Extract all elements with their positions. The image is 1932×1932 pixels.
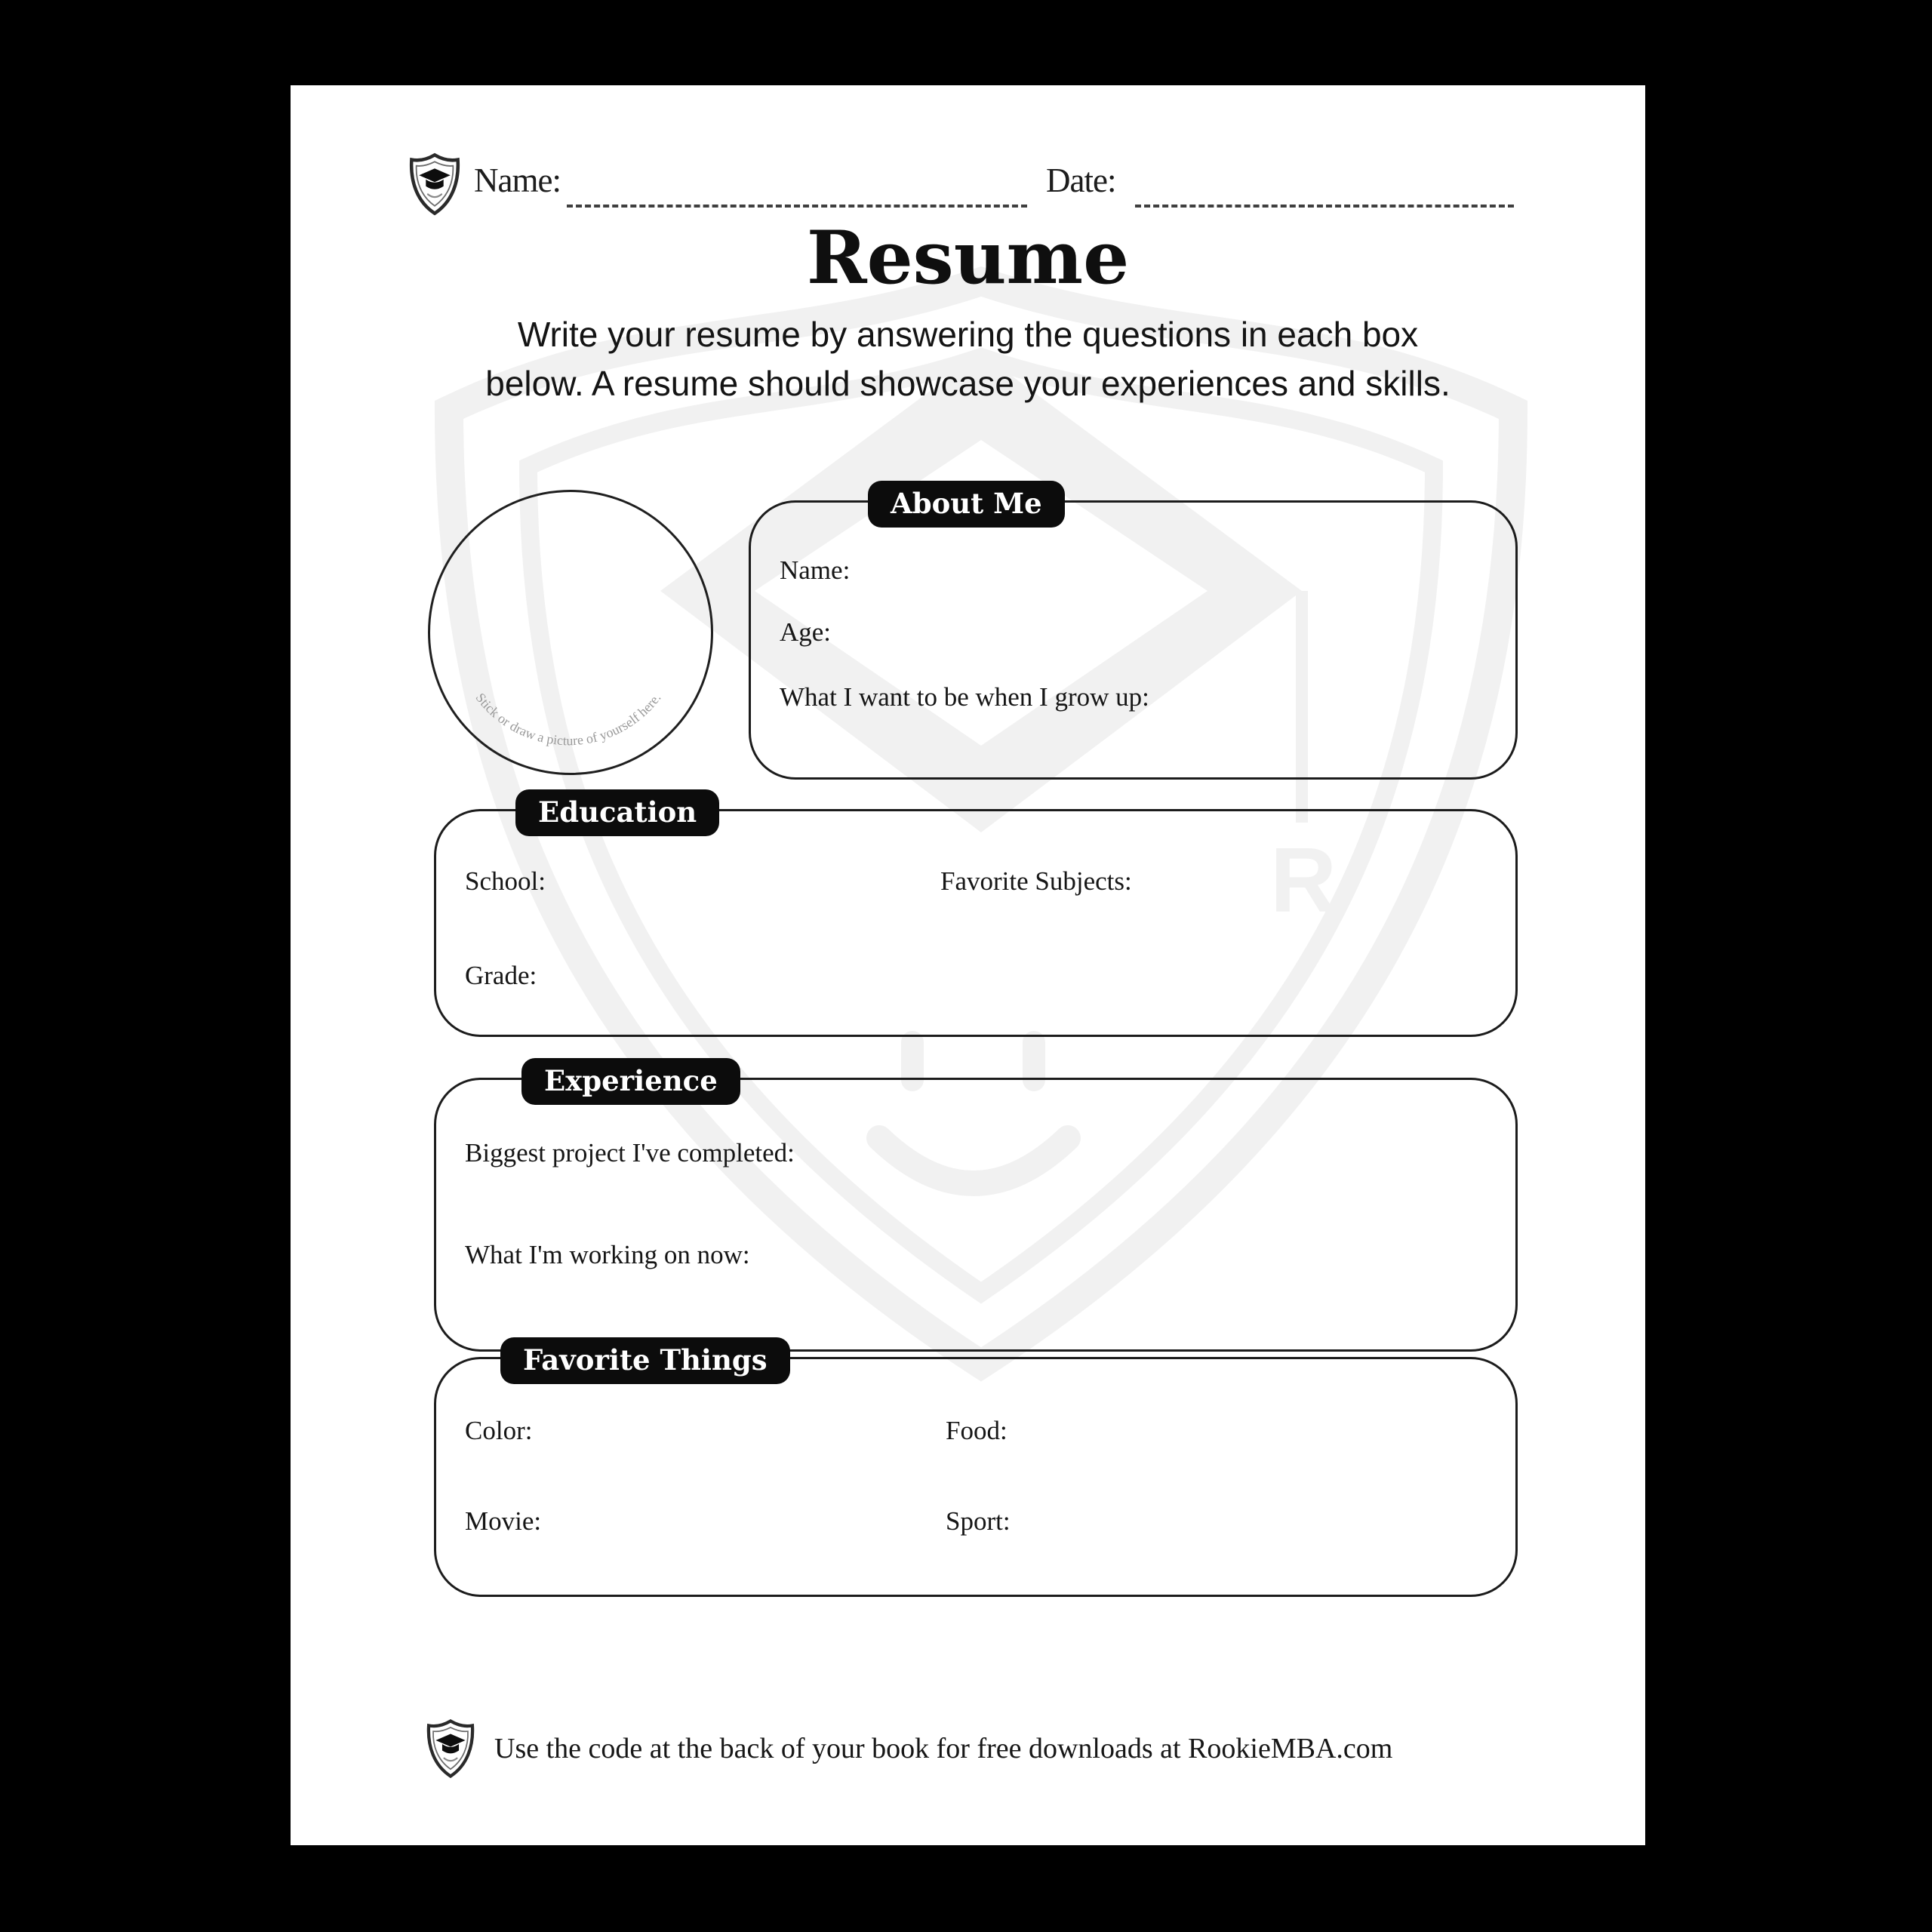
field-label-name: Name:	[780, 555, 851, 585]
field-label-movie: Movie:	[465, 1506, 542, 1536]
name-label: Name:	[474, 162, 561, 199]
field-label-sport: Sport:	[946, 1506, 1011, 1536]
svg-text:Stick or draw a picture of you	[473, 690, 664, 748]
field-label-age: Age:	[780, 617, 832, 647]
field-label-grade: Grade:	[465, 961, 537, 990]
instructions-line-1: Write your resume by answering the questions in each box	[517, 315, 1419, 354]
instructions-text	[336, 310, 1600, 409]
section-tag-experience: Experience	[521, 1058, 740, 1105]
field-label-working-on-now: What I'm working on now:	[465, 1240, 750, 1269]
field-label-biggest-project: Biggest project I've completed:	[465, 1138, 795, 1168]
field-label-school: School:	[465, 866, 546, 896]
field-label-color: Color:	[465, 1416, 533, 1445]
instructions-line-2: below. A resume should showcase your experiences and skills.	[485, 364, 1451, 404]
section-tag-education: Education	[515, 789, 719, 836]
field-label-favorite-subjects: Favorite Subjects:	[940, 866, 1132, 896]
section-experience	[434, 1064, 1518, 1352]
section-education	[434, 795, 1518, 1037]
page-title: Resume	[806, 215, 1130, 300]
watermark-letter: R	[1269, 829, 1337, 931]
date-label: Date:	[1046, 162, 1116, 199]
footer-shield-logo-icon	[425, 1718, 476, 1780]
name-blank-line	[567, 205, 1027, 208]
section-tag-favorite-things: Favorite Things	[500, 1337, 790, 1384]
section-tag-about-me: About Me	[868, 481, 1065, 528]
section-about-me	[749, 487, 1518, 780]
photo-circle-caption-text: Stick or draw a picture of yourself here.	[472, 690, 664, 749]
field-label-grow-up: What I want to be when I grow up:	[780, 682, 1149, 712]
worksheet-page	[291, 85, 1645, 1845]
rookie-shield-logo-icon	[408, 151, 462, 217]
footer	[425, 1718, 1392, 1780]
date-blank-line	[1135, 205, 1514, 208]
photo-placeholder-circle	[428, 490, 713, 775]
section-favorite-things	[434, 1343, 1518, 1597]
field-label-food: Food:	[946, 1416, 1008, 1445]
footer-note: Use the code at the back of your book for free downloads at RookieMBA.com	[494, 1733, 1393, 1764]
photo-circle-caption	[428, 490, 709, 771]
